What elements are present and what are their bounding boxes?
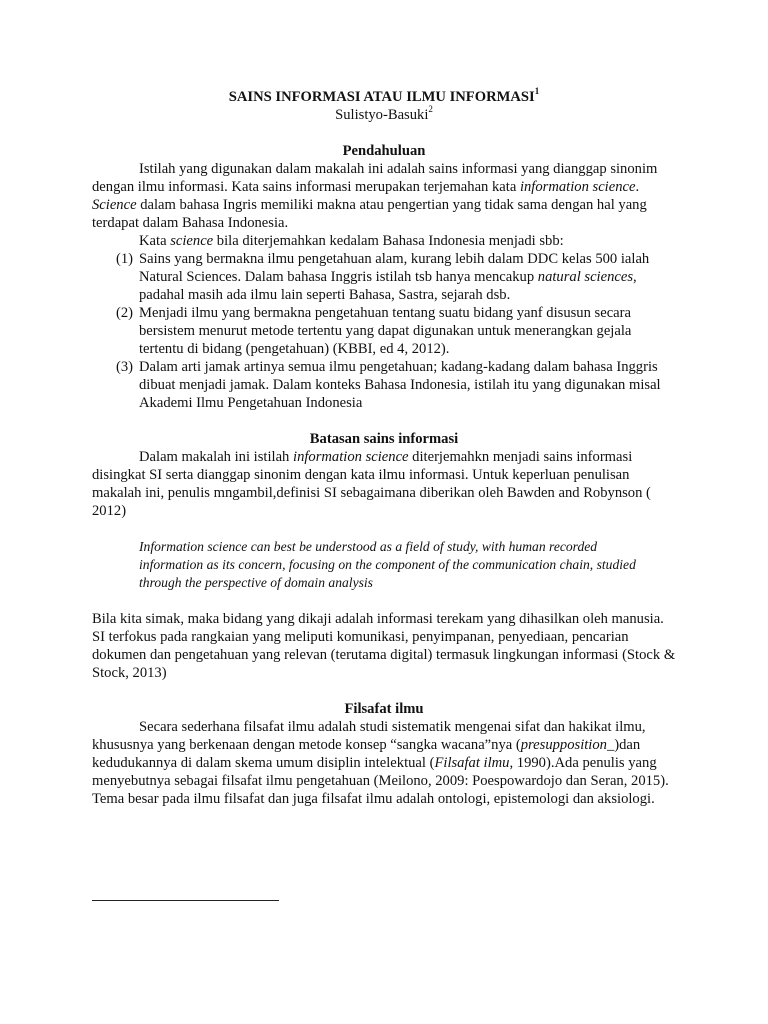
document-title (92, 88, 676, 106)
paragraph-batasan-2: Bila kita simak, maka bidang yang dikaji adalah informasi terekam yang dihasilkan oleh manusia. SI terfokus pada rangkaian yang meliputi komunikasi, penyimpanan, penyediaan, pencarian dokumen dan pengetahuan yang relevan (terutama digital) termasuk lingkungan informasi (Stock & Stock, 2013) (92, 611, 676, 681)
paragraph-filsafat-1 (92, 718, 676, 808)
section-heading-batasan: Batasan sains informasi (309, 431, 459, 447)
list-number: (3) (116, 359, 134, 375)
text-run: Dalam arti jamak artinya semua ilmu pengetahuan; kadang-kadang dalam bahasa Inggris dibuat menjadi jamak. Dalam konteks Bahasa Indonesia, istilah itu yang digunakan misal Akademi Ilmu Pengetahuan Indonesia (139, 359, 661, 411)
list-item (92, 304, 676, 358)
paragraph-pendahuluan-2 (92, 232, 676, 250)
italic-term: science (170, 233, 214, 249)
text-run: , 1990).Ada penulis yang menyebutnya sebagai filsafat ilmu pengetahuan (Meilono, 2009: Poespowardojo dan Seran, 2015). Tema besar pada ilmu filsafat dan juga filsafat ilmu adalah ontologi, epistemologi dan aksiologi. (92, 755, 669, 807)
numbered-list (92, 250, 676, 412)
section-heading-pendahuluan: Pendahuluan (342, 143, 426, 159)
text-run: Dalam makalah ini istilah (139, 449, 294, 465)
title-footnote-marker: 1 (534, 86, 540, 97)
list-item (92, 250, 676, 304)
italic-term: Science (92, 197, 137, 213)
text-run: , padahal masih ada ilmu lain seperti Bahasa, Sastra, sejarah dsb. (139, 269, 637, 303)
section-heading-filsafat: Filsafat ilmu (344, 701, 424, 717)
document-author (92, 106, 676, 124)
italic-term: information science (519, 179, 636, 195)
footnote-separator (92, 900, 279, 901)
block-quote: Information science can best be understood as a field of study, with human recorded information as its concern, focusing on the component of the communication chain, studied through the perspective of domain analysis (139, 539, 636, 590)
author-name: Sulistyo-Basuki (335, 107, 429, 123)
text-run: . (635, 179, 640, 195)
text-run: Kata (139, 233, 171, 249)
text-run: Secara sederhana filsafat ilmu adalah studi sistematik mengenai sifat dan hakikat ilmu, khususnya yang berkenaan dengan metode konsep “sangka wacana”nya ( (92, 719, 646, 753)
paragraph-batasan-1 (92, 448, 676, 520)
italic-term: Filsafat ilmu (434, 755, 510, 771)
text-run: )dan kedudukannya di dalam skema umum disiplin intelektual ( (92, 737, 641, 771)
document-body (92, 88, 676, 808)
italic-term: presupposition_ (520, 737, 615, 753)
text-run: bila diterjemahkan kedalam Bahasa Indonesia menjadi sbb: (213, 233, 564, 249)
text-run: diterjemahkn menjadi sains informasi disingkat SI serta dianggap sinonim dengan kata ilmu informasi. Untuk keperluan penulisan makalah ini, penulis mngambil,definisi SI sebagaimana diberikan oleh Bawden and Robynson ( 2012) (92, 449, 651, 519)
text-run: Sains yang bermakna ilmu pengetahuan alam, kurang lebih dalam DDC kelas 500 ialah Natural Sciences. Dalam bahasa Inggris istilah tsb hanya mencakup (139, 251, 650, 285)
italic-term: natural sciences (537, 269, 634, 285)
text-run: dalam bahasa Ingris memiliki makna atau pengertian yang tidak sama dengan hal yang terdapat dalam Bahasa Indonesia. (92, 197, 647, 231)
text-run: Menjadi ilmu yang bermakna pengetahuan tentang suatu bidang yanf disusun secara bersistem menurut metode tertentu yang dapat digunakan untuk menerangkan gejala tertentu di bidang (pengetahuan) (KBBI, ed 4, 2012). (139, 305, 632, 357)
text-run: Istilah yang digunakan dalam makalah ini adalah sains informasi yang dianggap sinonim dengan ilmu informasi. Kata sains informasi merupakan terjemahan kata (92, 161, 658, 195)
paragraph-pendahuluan-1 (92, 160, 676, 232)
title-text: SAINS INFORMASI ATAU ILMU INFORMASI (228, 89, 535, 105)
list-number: (1) (116, 251, 134, 267)
italic-term: information science (293, 449, 409, 465)
list-number: (2) (116, 305, 134, 321)
author-footnote-marker: 2 (428, 104, 433, 115)
list-item (92, 358, 676, 412)
